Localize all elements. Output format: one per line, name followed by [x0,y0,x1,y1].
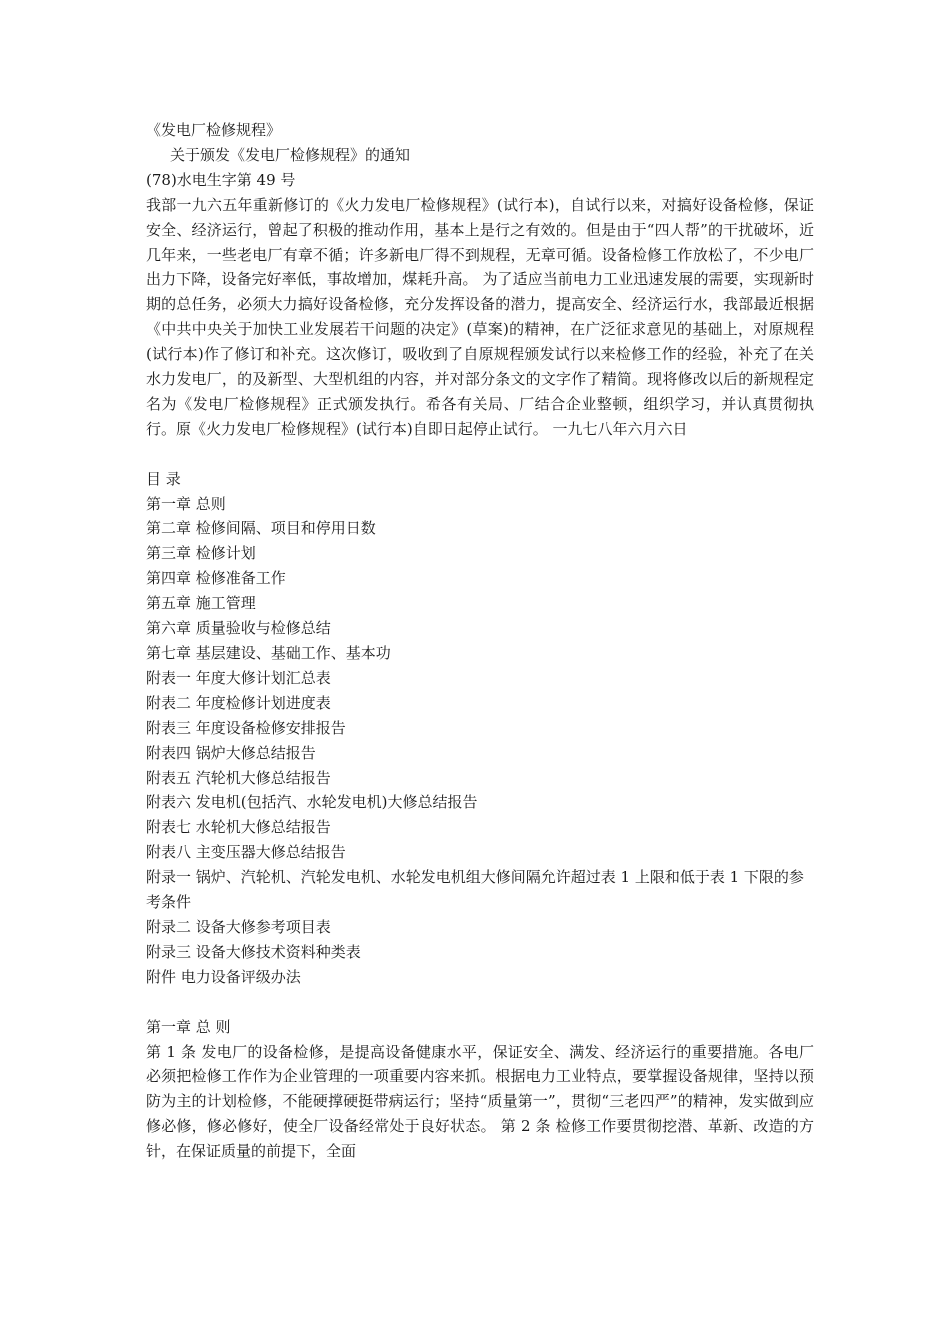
notice-title: 关于颁发《发电厂检修规程》的通知 [170,145,411,164]
toc-item: 第三章 检修计划 [146,544,256,563]
toc-item: 附表二 年度检修计划进度表 [146,693,331,712]
toc-item: 附表三 年度设备检修安排报告 [146,718,346,737]
notice-body: 我部一九六五年重新修订的《火力发电厂检修规程》(试行本)，自试行以来，对搞好设备检修，保证安全、经济运行，曾起了积极的推动作用，基本上是行之有效的。但是由于“四人帮”的干扰破坏，近几年来，一些老电厂有章不循；许多新电厂得不到规程，无章可循。设备检修工作放松了，不少电厂出力下降，设备完好率低，事故增加，煤耗升高。 为了适应当前电力工业迅速发展的需要，实现新时期的总任务，必须大力搞好设备检修，充分发挥设备的潜力，提高安全、经济运行水，我部最近根据《中共中央关于加快工业发展若干问题的决定》(草案)的精神，在广泛征求意见的基础上，对原规程(试行本)作了修订和补充。这次修订，吸收到了自原规程颁发试行以来检修工作的经验，补充了在关水力发电厂，的及新型、大型机组的内容，并对部分条文的文字作了精简。现将修改以后的新规程定名为《发电厂检修规程》正式颁发执行。希各有关局、厂结合企业整顿，组织学习，并认真贯彻执行。原《火力发电厂检修规程》(试行本)自即日起停止试行。 一九七八年六月六日 [146,195,814,438]
spacer [146,442,814,467]
toc-item: 附表一 年度大修计划汇总表 [146,668,331,687]
toc-item: 第四章 检修准备工作 [146,569,286,588]
toc-heading: 目 录 [146,469,181,488]
toc-item: 第七章 基层建设、基础工作、基本功 [146,644,391,663]
document-page [146,118,814,1164]
toc-item: 附录二 设备大修参考项目表 [146,917,331,936]
chapter-heading: 第一章 总 则 [146,1017,231,1036]
toc-item: 第一章 总则 [146,494,226,513]
spacer [146,990,814,1015]
toc-item: 附表六 发电机(包括汽、水轮发电机)大修总结报告 [146,793,478,812]
toc-item: 第五章 施工管理 [146,594,256,613]
toc-item: 附录三 设备大修技术资料种类表 [146,942,361,961]
toc-item: 附表四 锅炉大修总结报告 [146,743,316,762]
toc-item: 第二章 检修间隔、项目和停用日数 [146,519,376,538]
chapter-body: 第 1 条 发电厂的设备检修，是提高设备健康水平，保证安全、满发、经济运行的重要措施。各电厂必须把检修工作作为企业管理的一项重要内容来抓。根据电力工业特点，要掌握设备规律，坚持以预防为主的计划检修，不能硬撑硬挺带病运行；坚持“质量第一”，贯彻“三老四严”的精神，发实做到应修必修，修必修好，使全厂设备经常处于良好状态。 第 2 条 检修工作要贯彻挖潜、革新、改造的方针，在保证质量的前提下，全面 [146,1042,814,1161]
toc-item: 附表七 水轮机大修总结报告 [146,818,331,837]
toc-item: 附录一 锅炉、汽轮机、汽轮发电机、水轮发电机组大修间隔允许超过表 1 上限和低于表 1 下限的参考条件 [146,868,804,912]
toc-item: 第六章 质量验收与检修总结 [146,619,331,638]
document-title: 《发电厂检修规程》 [146,121,282,139]
table-of-contents [146,492,814,990]
toc-item: 附件 电力设备评级办法 [146,967,301,986]
toc-item: 附表八 主变压器大修总结报告 [146,843,346,862]
document-number: (78)水电生字第 49 号 [146,170,296,189]
toc-item: 附表五 汽轮机大修总结报告 [146,768,331,787]
